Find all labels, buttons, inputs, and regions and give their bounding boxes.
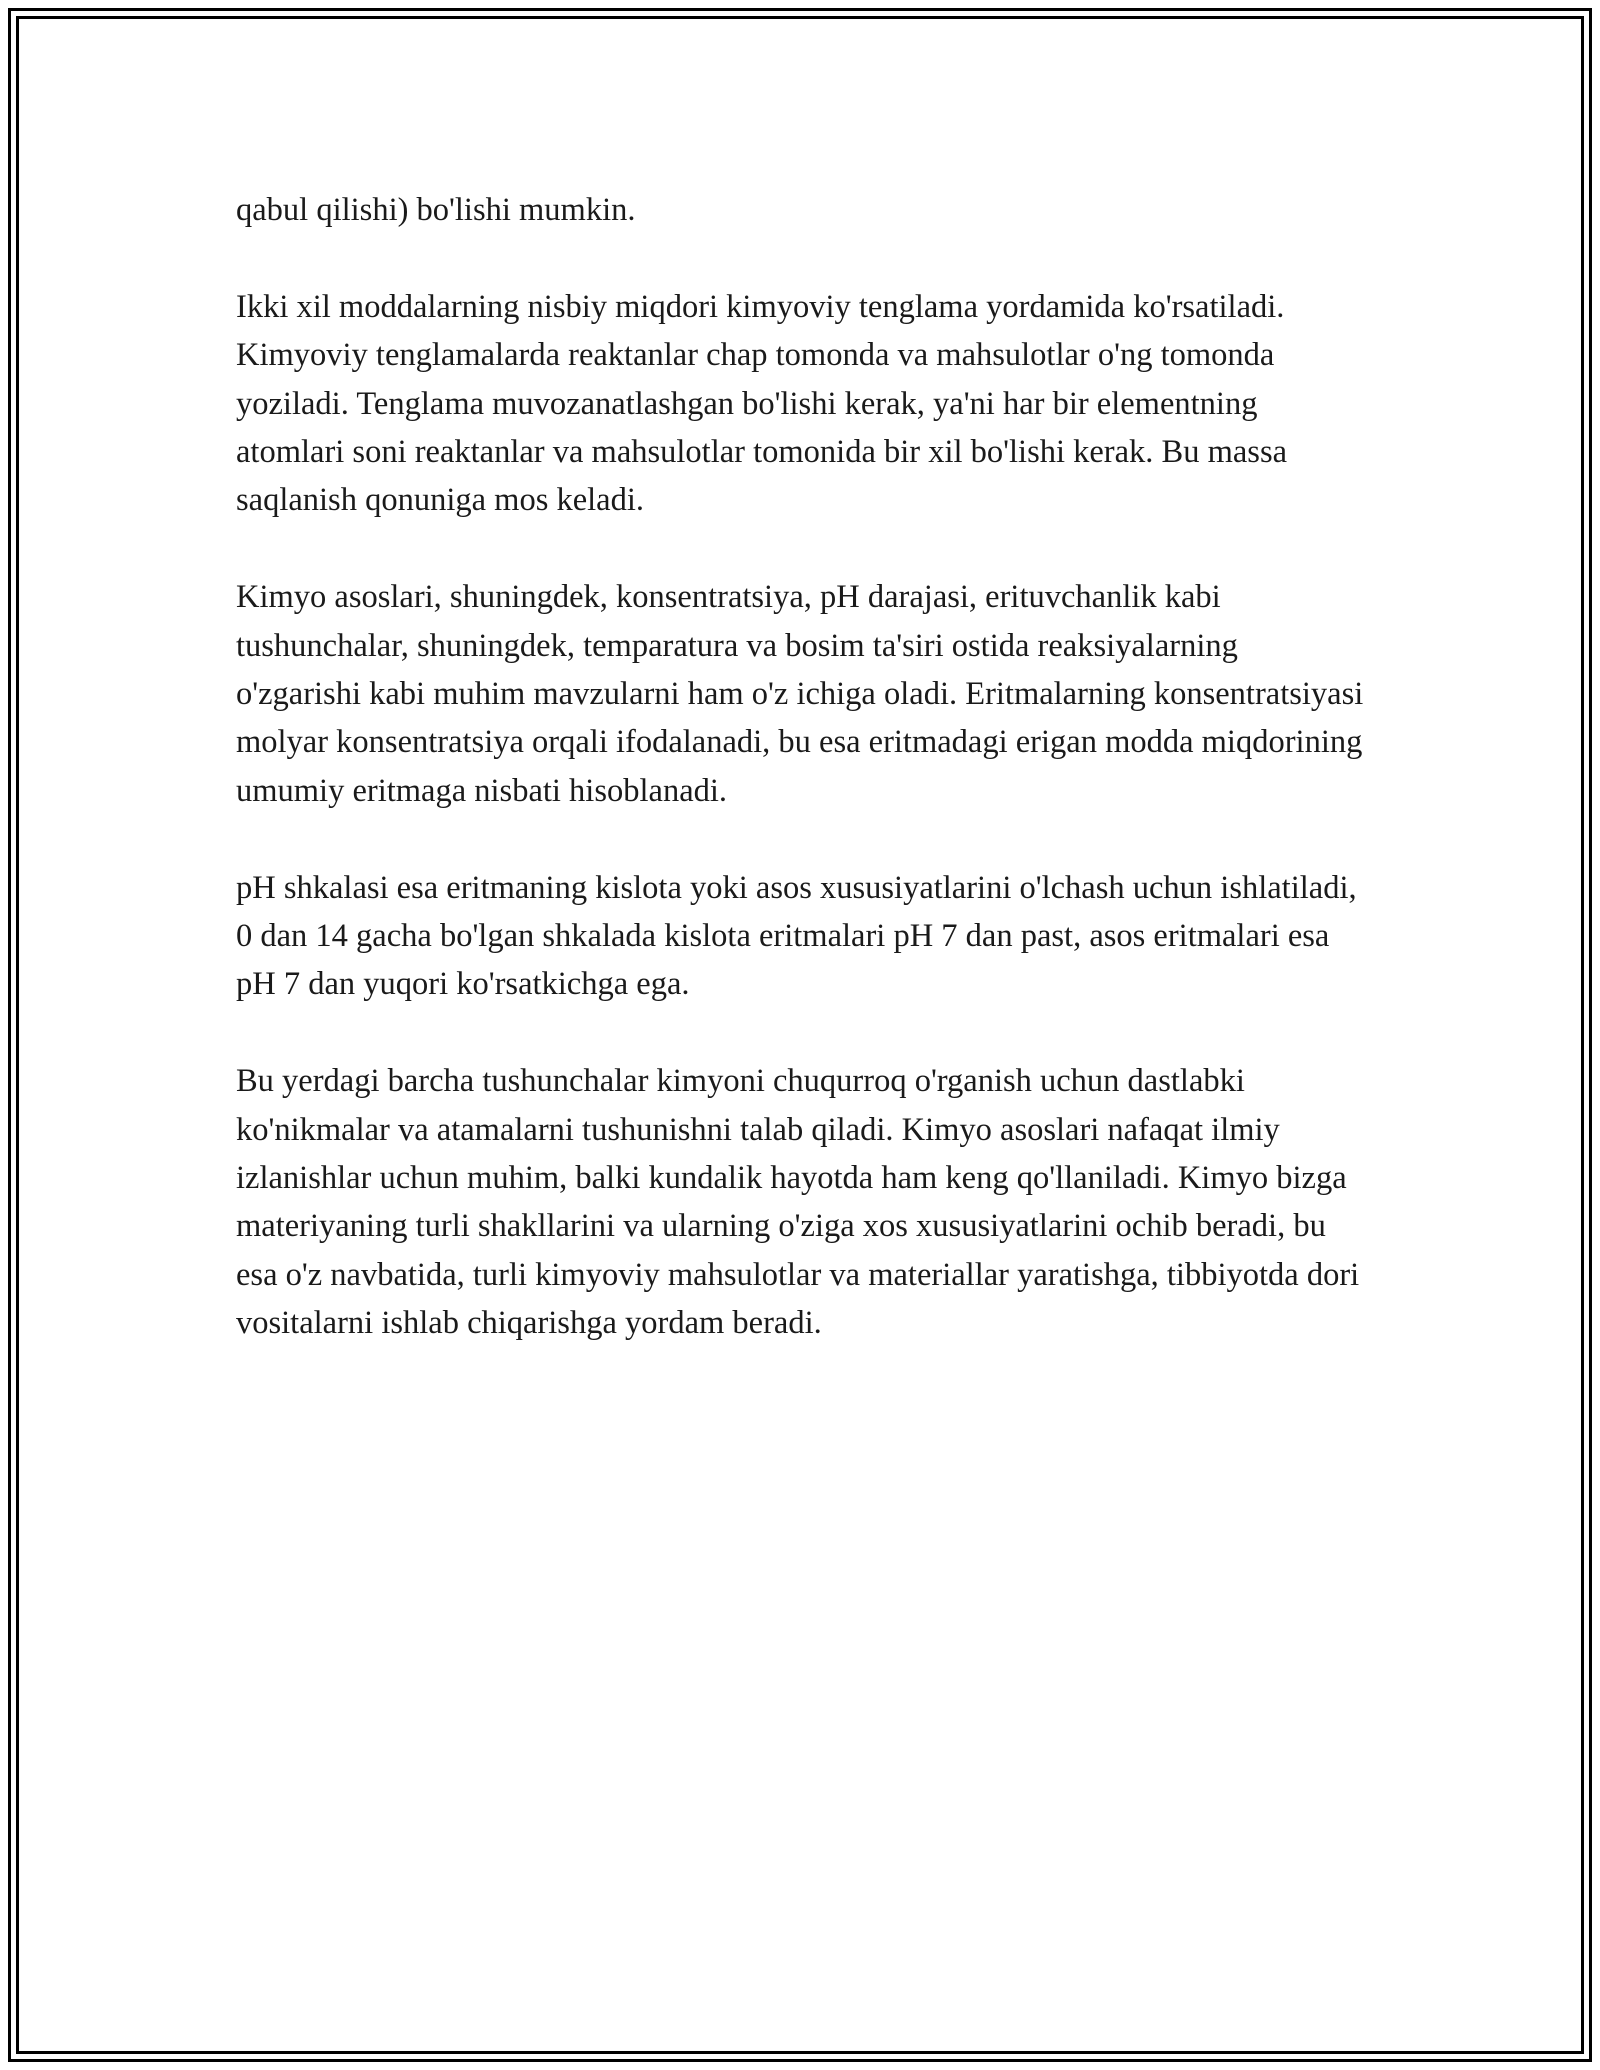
paragraph-1: qabul qilishi) bo'lishi mumkin.	[236, 192, 636, 228]
document-body	[236, 186, 1366, 1348]
paragraph-3: Kimyo asoslari, shuningdek, konsentratsiya, pH darajasi, erituvchanlik kabi tushunchalar, shuningdek, temparatura va bosim ta'siri ostida reaksiyalarning o'zgarishi kabi muhim mavzularni ham o'z ichiga oladi. Eritmalarning konsentratsiyasi molyar konsentratsiya orqali ifodalanadi, bu esa eritmadagi erigan modda miqdorining umumiy eritmaga nisbati hisoblanadi.	[236, 579, 1364, 809]
paragraph-5: Bu yerdagi barcha tushunchalar kimyoni chuqurroq o'rganish uchun dastlabki ko'nikmalar va atamalarni tushunishni talab qiladi. Kimyo asoslari nafaqat ilmiy izlanishlar uchun muhim, balki kundalik hayotda ham keng qo'llaniladi. Kimyo bizga materiyaning turli shakllarini va ularning o'ziga xos xususiyatlarini ochib beradi, bu esa o'z navbatida, turli kimyoviy mahsulotlar va materiallar yaratishga, tibbiyotda dori vositalarni ishlab chiqarishga yordam beradi.	[236, 1063, 1360, 1342]
paragraph-4: pH shkalasi esa eritmaning kislota yoki asos xususiyatlarini o'lchash uchun ishlatiladi, 0 dan 14 gacha bo'lgan shkalada kislota eritmalari pH 7 dan past, asos eritmalari esa pH 7 dan yuqori ko'rsatkichga ega.	[236, 869, 1357, 1003]
paragraph-2: Ikki xil moddalarning nisbiy miqdori kimyoviy tenglama yordamida ko'rsatiladi. Kimyoviy tenglamalarda reaktanlar chap tomonda va mahsulotlar o'ng tomonda yoziladi. Tenglama muvozanatlashgan bo'lishi kerak, ya'ni har bir elementning atomlari soni reaktanlar va mahsulotlar tomonida bir xil bo'lishi kerak. Bu massa saqlanish qonuniga mos keladi.	[236, 288, 1288, 519]
